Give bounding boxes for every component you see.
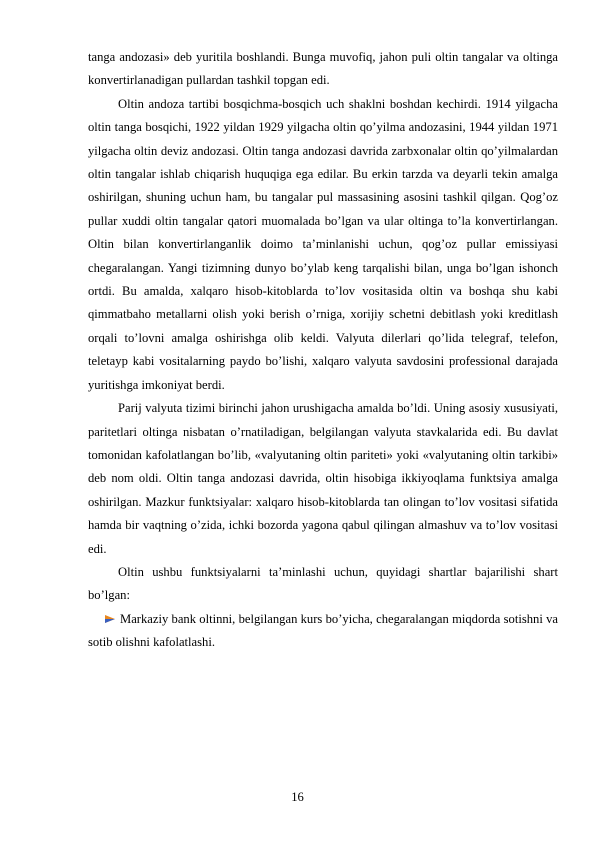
- paragraph-continuation: tanga andozasi» deb yuritila boshlandi. Bunga muvofiq, jahon puli oltin tangalar va oltinga konvertirlanadigan pullardan tashkil topgan edi.: [88, 50, 558, 88]
- bullet-arrow-icon: [104, 614, 116, 624]
- paragraph-shartlar-intro: Oltin ushbu funktsiyalarni ta’minlashi uchun, quyidagi shartlar bajarilishi shart bo’lgan:: [88, 564, 558, 603]
- page-number: 16: [291, 790, 304, 804]
- bullet-text: Markaziy bank oltinni, belgilangan kurs bo’yicha, chegaralangan miqdorda sotishni va sotib olishni kafolatlashi.: [88, 611, 558, 650]
- document-body: [88, 46, 558, 655]
- bullet-list-item: [88, 608, 558, 655]
- paragraph-parij-tizimi: Parij valyuta tizimi birinchi jahon urushigacha amalda bo’ldi. Uning asosiy xususiyati, paritetlari oltinga nisbatan o’rnatiladigan, belgilangan valyuta stavkalarida edi. Bu davlat tomonidan kafolatlangan bo’lib, «valyutaning oltin pariteti» yoki «valyutaning oltin tarkibi» deb nom oldi. Oltin tanga andozasi davrida, oltin hisobiga ikkiyoqlama funktsiya amalga oshirilgan. Mazkur funktsiyalar: xalqaro hisob-kitoblarda tan olingan to’lov vositasi sifatida hamda bir vaqtning o’zida, ichki bozorda yagona qabul qilingan almashuv va to’lov vositasi edi.: [88, 401, 558, 556]
- paragraph-oltin-andoza: Oltin andoza tartibi bosqichma-bosqich uch shaklni boshdan kechirdi. 1914 yilgacha oltin tanga bosqichi, 1922 yildan 1929 yilgacha oltin qo’yilma andozasini, 1944 yildan 1971 yilgacha oltin deviz andozasi. Oltin tanga andozasi davrida zarbxonalar oltin qo’yilmalardan oltin tangalar ishlab chiqarish huquqiga ega edilar. Bu erkin tarzda va deyarli tekin amalga oshirilgan, shuning uchun ham, bu tangalar pul massasining asosini tashkil qilgan. Qog’oz pullar xuddi oltin tangalar qatori muomalada bo’lgan va ular oltinga to’la konvertirlangan. Oltin bilan konvertirlanganlik doimo ta’minlanishi uchun, qog’oz pullar emissiyasi chegaralangan. Yangi tizimning dunyo bo’ylab keng tarqalishi bilan, unga bo’lgan ishonch ortdi. Bu amalda, xalqaro hisob-kitoblarda to’lov vositasida oltin va boshqa shu kabi qimmatbaho metallarni olish yoki berish o’rniga, xorijiy schetni debitlash yoki kreditlash orqali to’lovni amalga oshirishga olib keldi. Valyuta dilerlari qo’lida telegraf, telefon, teletayp kabi vositalarning paydo bo’lishi, xalqaro valyuta savdosini professional darajada yuritishga imkoniyat berdi.: [88, 96, 558, 392]
